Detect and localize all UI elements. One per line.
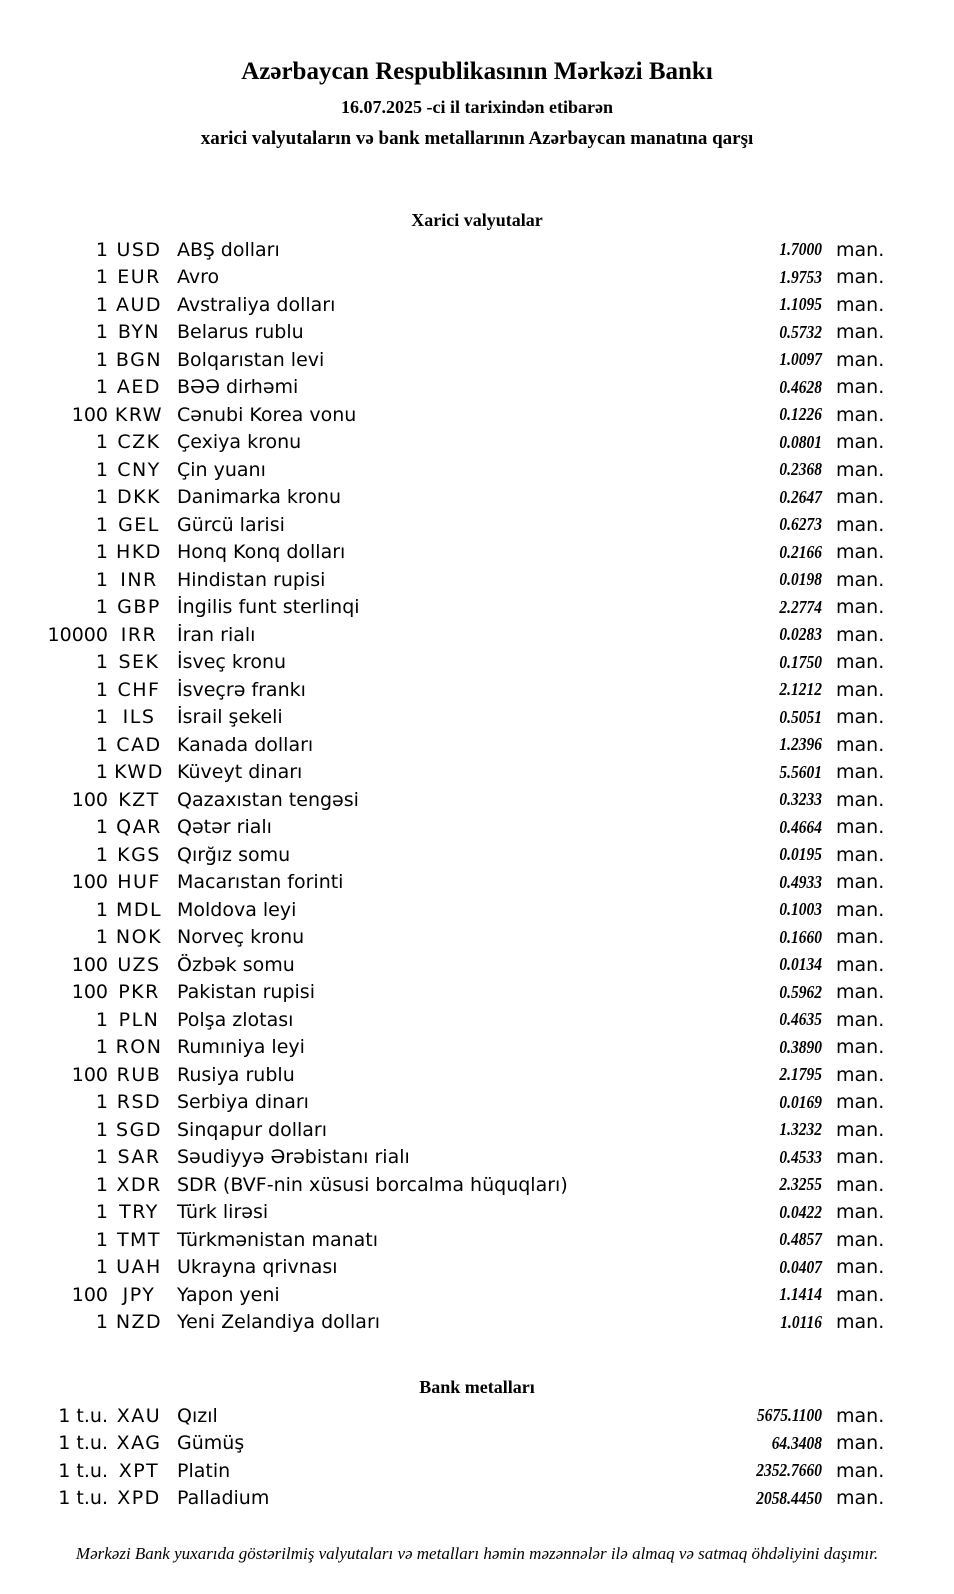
currency-code-cell: HKD	[116, 541, 162, 564]
currency-name-cell: İsrail şekeli	[177, 706, 283, 729]
rate-value-cell: 5.5601	[779, 761, 822, 782]
currency-name-cell: İsveç kronu	[177, 651, 287, 674]
currency-name-cell: Moldova leyi	[177, 898, 297, 921]
table-row	[0, 1226, 890, 1254]
quantity-cell: 1	[95, 898, 108, 921]
currency-name-cell: Gümüş	[177, 1432, 245, 1455]
disclaimer-text: Mərkəzi Bank yuxarıda göstərilmiş valyutaları və metalları həmin məzənnələr ilə almaq və satmaq öhdəliyini daşımır.	[75, 1544, 879, 1563]
table-row	[0, 1144, 890, 1172]
currency-code-cell: AED	[116, 376, 162, 399]
currency-code-cell: BYN	[117, 321, 161, 344]
currency-code-cell: KGS	[117, 843, 161, 866]
table-row	[0, 291, 890, 319]
unit-label-cell: man.	[836, 1283, 885, 1306]
currency-code-cell: SGD	[116, 1118, 162, 1141]
rate-value-cell: 0.3233	[779, 789, 822, 810]
currency-name-cell: Cənubi Korea vonu	[177, 403, 357, 426]
quantity-cell: 1	[95, 1118, 108, 1141]
unit-label-cell: man.	[836, 321, 885, 344]
rate-value-cell: 0.4533	[779, 1146, 822, 1167]
currency-name-cell: Polşa zlotası	[177, 1008, 294, 1031]
rate-value-cell: 0.4857	[779, 1229, 822, 1250]
table-row	[0, 649, 890, 677]
currency-code-cell: UZS	[117, 953, 161, 976]
unit-label-cell: man.	[836, 623, 885, 646]
table-row	[0, 786, 890, 814]
table-row	[0, 1485, 890, 1513]
unit-label-cell: man.	[836, 1459, 885, 1482]
currency-name-cell: Türkmənistan manatı	[177, 1228, 379, 1251]
quantity-cell: 100	[71, 403, 108, 426]
quantity-cell: 1	[95, 651, 108, 674]
quantity-cell: 100	[71, 788, 108, 811]
currency-name-cell: Serbiya dinarı	[177, 1091, 309, 1114]
table-row	[0, 1254, 890, 1282]
currency-name-cell: Palladium	[177, 1487, 270, 1510]
currency-code-cell: PLN	[118, 1008, 160, 1031]
rate-value-cell: 1.3232	[779, 1119, 822, 1140]
currency-name-cell: SDR (BVF-nin xüsusi borcalma hüquqları)	[177, 1173, 568, 1196]
rate-value-cell: 0.4628	[779, 376, 822, 397]
quantity-cell: 1	[95, 1311, 108, 1334]
unit-label-cell: man.	[836, 568, 885, 591]
unit-label-cell: man.	[836, 1063, 885, 1086]
table-row	[0, 1457, 890, 1485]
currency-code-cell: JPY	[122, 1283, 156, 1306]
unit-label-cell: man.	[836, 238, 885, 261]
rate-value-cell: 1.2396	[779, 734, 822, 755]
currency-name-cell: Bolqarıstan levi	[177, 348, 325, 371]
quantity-cell: 1 t.u.	[58, 1459, 108, 1482]
unit-label-cell: man.	[836, 953, 885, 976]
quantity-cell: 1	[95, 541, 108, 564]
currency-name-cell: Qətər rialı	[177, 816, 272, 839]
quantity-cell: 1	[95, 1008, 108, 1031]
currency-name-cell: Türk lirəsi	[177, 1201, 269, 1224]
currency-code-cell: USD	[116, 238, 162, 261]
unit-label-cell: man.	[836, 678, 885, 701]
currency-code-cell: CAD	[116, 733, 162, 756]
rate-value-cell: 0.0283	[779, 624, 822, 645]
metals-table	[0, 1402, 890, 1512]
currency-name-cell: Macarıstan forinti	[177, 871, 344, 894]
quantity-cell: 1	[95, 761, 108, 784]
currency-code-cell: RON	[115, 1036, 163, 1059]
unit-label-cell: man.	[836, 981, 885, 1004]
rate-value-cell: 0.1003	[779, 899, 822, 920]
unit-label-cell: man.	[836, 513, 885, 536]
currency-code-cell: GEL	[118, 513, 160, 536]
quantity-cell: 100	[71, 981, 108, 1004]
rate-value-cell: 0.2368	[779, 459, 822, 480]
currency-name-cell: Yapon yeni	[177, 1283, 280, 1306]
rate-value-cell: 5675.1100	[757, 1405, 822, 1426]
currency-code-cell: BGN	[115, 348, 163, 371]
rate-value-cell: 0.5051	[779, 706, 822, 727]
quantity-cell: 1 t.u.	[58, 1487, 108, 1510]
quantity-cell: 1	[95, 1091, 108, 1114]
quantity-cell: 1	[95, 596, 108, 619]
currency-name-cell: Gürcü larisi	[177, 513, 285, 536]
unit-label-cell: man.	[836, 1228, 885, 1251]
unit-label-cell: man.	[836, 733, 885, 756]
table-row	[0, 429, 890, 457]
unit-label-cell: man.	[836, 431, 885, 454]
page-title: Azərbaycan Respublikasının Mərkəzi Bankı	[241, 58, 713, 85]
currency-code-cell: XPT	[118, 1459, 160, 1482]
rate-value-cell: 0.0169	[779, 1091, 822, 1112]
rate-value-cell: 64.3408	[771, 1432, 822, 1453]
currency-name-cell: Qırğız somu	[177, 843, 291, 866]
rate-value-cell: 0.0422	[779, 1201, 822, 1222]
quantity-cell: 1 t.u.	[58, 1404, 108, 1427]
currency-name-cell: İngilis funt sterlinqi	[177, 596, 360, 619]
table-row	[0, 346, 890, 374]
table-row	[0, 979, 890, 1007]
rate-value-cell: 1.1095	[779, 294, 822, 315]
currency-name-cell: Qızıl	[177, 1404, 218, 1427]
table-row	[0, 236, 890, 264]
quantity-cell: 1	[95, 733, 108, 756]
currency-name-cell: Belarus rublu	[177, 321, 304, 344]
quantity-cell: 1	[95, 376, 108, 399]
quantity-cell: 1	[95, 1256, 108, 1279]
table-row	[0, 264, 890, 292]
effective-date: 16.07.2025 -ci il tarixindən etibarən	[341, 97, 613, 117]
rate-value-cell: 1.0097	[779, 349, 822, 370]
metals-section-title: Bank metalları	[419, 1377, 535, 1397]
currency-name-cell: Platin	[177, 1459, 231, 1482]
table-row	[0, 594, 890, 622]
currency-code-cell: PKR	[118, 981, 160, 1004]
currency-code-cell: XAG	[116, 1432, 162, 1455]
table-row	[0, 814, 890, 842]
currency-code-cell: TRY	[119, 1201, 159, 1224]
currency-name-cell: Sinqapur dolları	[177, 1118, 328, 1141]
currency-name-cell: Kanada dolları	[177, 733, 314, 756]
unit-label-cell: man.	[836, 1146, 885, 1169]
rate-value-cell: 0.4635	[779, 1009, 822, 1030]
currency-name-cell: Hindistan rupisi	[177, 568, 326, 591]
unit-label-cell: man.	[836, 1311, 885, 1334]
unit-label-cell: man.	[836, 651, 885, 674]
quantity-cell: 1	[95, 293, 108, 316]
rate-value-cell: 0.3890	[779, 1036, 822, 1057]
quantity-cell: 1	[95, 513, 108, 536]
rate-value-cell: 2.2774	[779, 596, 822, 617]
currency-name-cell: İsveçrə frankı	[177, 678, 306, 701]
currency-code-cell: XDR	[116, 1173, 162, 1196]
rate-value-cell: 0.5962	[779, 981, 822, 1002]
rate-value-cell: 0.0801	[779, 431, 822, 452]
quantity-cell: 1	[95, 568, 108, 591]
table-row	[0, 1402, 890, 1430]
rate-value-cell: 0.1660	[779, 926, 822, 947]
quantity-cell: 1	[95, 926, 108, 949]
table-row	[0, 1006, 890, 1034]
currencies-table	[0, 236, 890, 1336]
table-row	[0, 1116, 890, 1144]
currency-name-cell: Pakistan rupisi	[177, 981, 315, 1004]
quantity-cell: 1	[95, 1036, 108, 1059]
currency-name-cell: ABŞ dolları	[177, 238, 280, 261]
unit-label-cell: man.	[836, 1256, 885, 1279]
currency-code-cell: HUF	[117, 871, 161, 894]
unit-label-cell: man.	[836, 761, 885, 784]
currency-code-cell: UAH	[116, 1256, 162, 1279]
unit-label-cell: man.	[836, 1201, 885, 1224]
currency-code-cell: ILS	[122, 706, 156, 729]
currency-name-cell: Norveç kronu	[177, 926, 305, 949]
currency-name-cell: Qazaxıstan tengəsi	[177, 788, 359, 811]
currency-code-cell: XAU	[116, 1404, 162, 1427]
quantity-cell: 1	[95, 706, 108, 729]
rate-value-cell: 0.0195	[779, 844, 822, 865]
quantity-cell: 1	[95, 678, 108, 701]
quantity-cell: 1	[95, 486, 108, 509]
currency-name-cell: Yeni Zelandiya dolları	[177, 1311, 381, 1334]
quantity-cell: 1	[95, 348, 108, 371]
quantity-cell: 10000	[47, 623, 108, 646]
rate-value-cell: 0.2166	[779, 541, 822, 562]
currency-name-cell: Avstraliya dolları	[177, 293, 336, 316]
quantity-cell: 1	[95, 266, 108, 289]
currency-code-cell: CZK	[117, 431, 161, 454]
currency-code-cell: KWD	[114, 761, 164, 784]
table-row	[0, 539, 890, 567]
table-row	[0, 841, 890, 869]
unit-label-cell: man.	[836, 843, 885, 866]
currency-code-cell: INR	[120, 568, 158, 591]
currency-name-cell: Ukrayna qrivnası	[177, 1256, 338, 1279]
rate-value-cell: 0.6273	[779, 514, 822, 535]
currency-code-cell: SAR	[117, 1146, 161, 1169]
rate-value-cell: 0.4664	[779, 816, 822, 837]
table-row	[0, 621, 890, 649]
quantity-cell: 1	[95, 458, 108, 481]
currencies-section-title: Xarici valyutalar	[411, 210, 543, 230]
rate-value-cell: 0.4933	[779, 871, 822, 892]
currency-name-cell: İran rialı	[177, 623, 256, 646]
unit-label-cell: man.	[836, 871, 885, 894]
currency-name-cell: Avro	[177, 266, 220, 289]
table-row	[0, 1309, 890, 1337]
table-row	[0, 511, 890, 539]
unit-label-cell: man.	[836, 926, 885, 949]
quantity-cell: 1	[95, 1173, 108, 1196]
quantity-cell: 100	[71, 1283, 108, 1306]
quantity-cell: 1	[95, 843, 108, 866]
table-row	[0, 676, 890, 704]
rate-value-cell: 0.1226	[779, 404, 822, 425]
currency-name-cell: Çin yuanı	[177, 458, 266, 481]
rate-value-cell: 0.0134	[779, 954, 822, 975]
quantity-cell: 1	[95, 321, 108, 344]
rate-value-cell: 1.9753	[779, 266, 822, 287]
table-row	[0, 1034, 890, 1062]
rate-value-cell: 0.0407	[779, 1256, 822, 1277]
rate-value-cell: 2.1212	[779, 679, 822, 700]
rate-value-cell: 2058.4450	[756, 1487, 822, 1508]
table-row	[0, 759, 890, 787]
quantity-cell: 100	[71, 953, 108, 976]
unit-label-cell: man.	[836, 1036, 885, 1059]
quantity-cell: 100	[71, 1063, 108, 1086]
currency-code-cell: CNY	[117, 458, 161, 481]
currency-code-cell: GBP	[117, 596, 161, 619]
unit-label-cell: man.	[836, 458, 885, 481]
rate-value-cell: 0.2647	[779, 486, 822, 507]
unit-label-cell: man.	[836, 1404, 885, 1427]
unit-label-cell: man.	[836, 788, 885, 811]
table-row	[0, 1089, 890, 1117]
unit-label-cell: man.	[836, 348, 885, 371]
unit-label-cell: man.	[836, 293, 885, 316]
currency-code-cell: NZD	[115, 1311, 163, 1334]
quantity-cell: 1	[95, 1228, 108, 1251]
currency-code-cell: NOK	[115, 926, 163, 949]
unit-label-cell: man.	[836, 1432, 885, 1455]
quantity-cell: 1	[95, 1201, 108, 1224]
table-row	[0, 1281, 890, 1309]
table-row	[0, 1430, 890, 1458]
unit-label-cell: man.	[836, 486, 885, 509]
currency-code-cell: TMT	[116, 1228, 162, 1251]
currency-name-cell: Səudiyyə Ərəbistanı rialı	[177, 1146, 410, 1169]
currency-name-cell: Küveyt dinarı	[177, 761, 303, 784]
rate-value-cell: 2352.7660	[756, 1460, 822, 1481]
table-row	[0, 896, 890, 924]
table-row	[0, 374, 890, 402]
unit-label-cell: man.	[836, 706, 885, 729]
unit-label-cell: man.	[836, 1091, 885, 1114]
rate-value-cell: 1.0116	[780, 1311, 822, 1332]
currency-name-cell: Honq Konq dolları	[177, 541, 346, 564]
table-row	[0, 924, 890, 952]
quantity-cell: 1	[95, 238, 108, 261]
table-row	[0, 704, 890, 732]
currency-name-cell: BƏƏ dirhəmi	[177, 376, 299, 399]
subtitle: xarici valyutaların və bank metallarının Azərbaycan manatına qarşı	[200, 128, 754, 149]
unit-label-cell: man.	[836, 1173, 885, 1196]
rate-value-cell: 0.0198	[779, 569, 822, 590]
table-row	[0, 401, 890, 429]
table-row	[0, 456, 890, 484]
unit-label-cell: man.	[836, 541, 885, 564]
quantity-cell: 100	[71, 871, 108, 894]
table-row	[0, 1061, 890, 1089]
quantity-cell: 1	[95, 816, 108, 839]
unit-label-cell: man.	[836, 1118, 885, 1141]
unit-label-cell: man.	[836, 898, 885, 921]
currency-code-cell: XPD	[117, 1487, 161, 1510]
currency-code-cell: MDL	[115, 898, 163, 921]
currency-name-cell: Çexiya kronu	[177, 431, 302, 454]
unit-label-cell: man.	[836, 376, 885, 399]
currency-code-cell: CHF	[117, 678, 161, 701]
table-row	[0, 566, 890, 594]
currency-name-cell: Rusiya rublu	[177, 1063, 295, 1086]
unit-label-cell: man.	[836, 266, 885, 289]
currency-code-cell: DKK	[116, 486, 162, 509]
currency-name-cell: Rumıniya leyi	[177, 1036, 305, 1059]
table-row	[0, 1171, 890, 1199]
unit-label-cell: man.	[836, 403, 885, 426]
currency-code-cell: QAR	[116, 816, 162, 839]
currency-name-cell: Danimarka kronu	[177, 486, 342, 509]
currency-code-cell: KZT	[118, 788, 160, 811]
rate-value-cell: 0.1750	[779, 651, 822, 672]
currency-code-cell: EUR	[117, 266, 161, 289]
table-row	[0, 869, 890, 897]
quantity-cell: 1	[95, 431, 108, 454]
unit-label-cell: man.	[836, 1487, 885, 1510]
currency-code-cell: RSD	[116, 1091, 162, 1114]
currency-code-cell: AUD	[115, 293, 163, 316]
currency-name-cell: Özbək somu	[177, 953, 295, 976]
unit-label-cell: man.	[836, 596, 885, 619]
currency-code-cell: RUB	[116, 1063, 162, 1086]
currency-code-cell: KRW	[114, 403, 164, 426]
rate-value-cell: 2.1795	[779, 1064, 822, 1085]
unit-label-cell: man.	[836, 1008, 885, 1031]
rate-value-cell: 1.1414	[779, 1284, 822, 1305]
table-row	[0, 1199, 890, 1227]
table-row	[0, 951, 890, 979]
rate-value-cell: 1.7000	[779, 239, 822, 260]
quantity-cell: 1	[95, 1146, 108, 1169]
currency-code-cell: IRR	[120, 623, 158, 646]
rate-value-cell: 0.5732	[779, 321, 822, 342]
quantity-cell: 1 t.u.	[58, 1432, 108, 1455]
currency-code-cell: SEK	[118, 651, 160, 674]
table-row	[0, 484, 890, 512]
table-row	[0, 731, 890, 759]
rate-value-cell: 2.3255	[779, 1174, 822, 1195]
unit-label-cell: man.	[836, 816, 885, 839]
table-row	[0, 319, 890, 347]
